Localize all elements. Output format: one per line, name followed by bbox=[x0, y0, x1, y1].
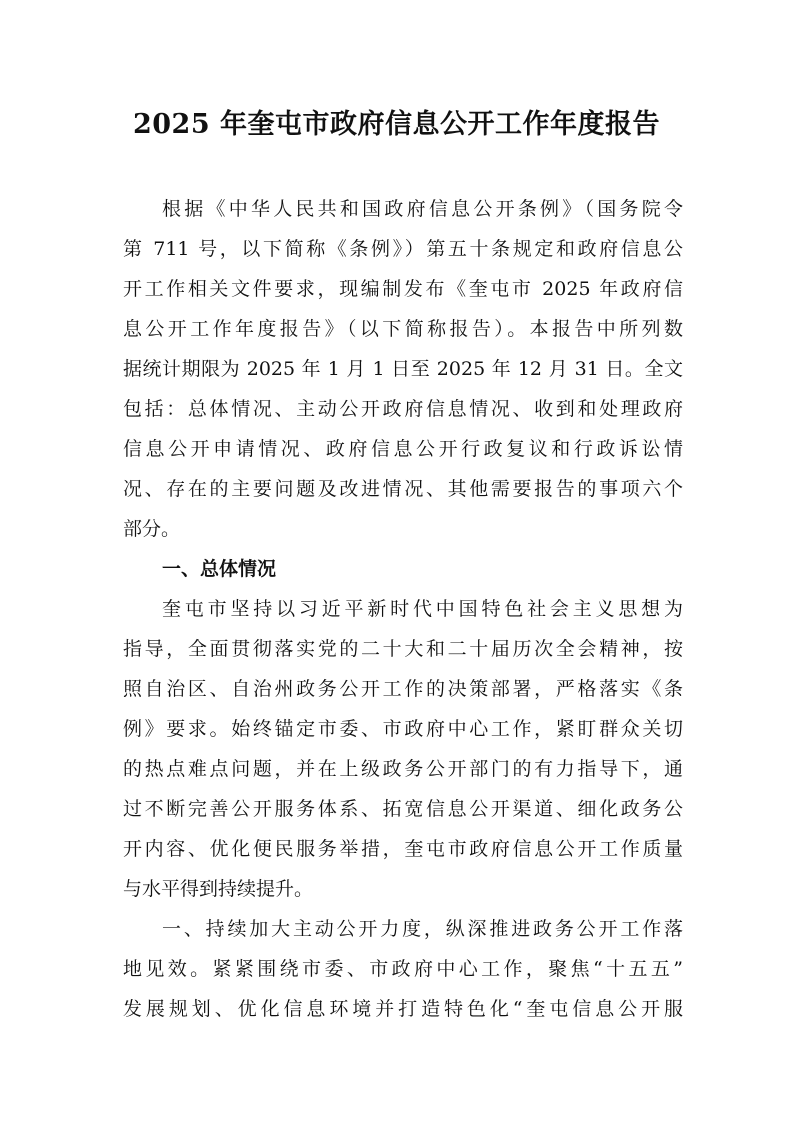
subsection-line: 一、持续加大主动公开力度，纵深推进政务公开工作落 bbox=[162, 918, 683, 940]
intro-line: 部分。 bbox=[123, 518, 181, 540]
intro-line: 况、存在的主要问题及改进情况、其他需要报告的事项六个 bbox=[123, 478, 683, 500]
intro-line: 信息公开申请情况、政府信息公开行政复议和行政诉讼情 bbox=[123, 438, 683, 460]
section-line: 与水平得到持续提升。 bbox=[123, 878, 314, 900]
section-line: 指导，全面贯彻落实党的二十大和二十届历次全会精神，按 bbox=[123, 638, 683, 660]
intro-line: 根据《中华人民共和国政府信息公开条例》（国务院令 bbox=[162, 198, 683, 220]
section-line: 的热点难点问题，并在上级政务公开部门的有力指导下，通 bbox=[123, 758, 683, 780]
intro-line: 息公开工作年度报告》（以下简称报告）。本报告中所列数 bbox=[123, 318, 683, 340]
section-line: 奎屯市坚持以习近平新时代中国特色社会主义思想为 bbox=[162, 598, 683, 620]
document-title: 2025 年奎屯市政府信息公开工作年度报告 bbox=[132, 109, 661, 140]
section-line: 开内容、优化便民服务举措，奎屯市政府信息公开工作质量 bbox=[123, 838, 683, 860]
section-heading: 一、总体情况 bbox=[162, 558, 277, 580]
section-line: 照自治区、自治州政务公开工作的决策部署，严格落实《条 bbox=[123, 678, 683, 700]
intro-line: 第 711 号，以下简称《条例》）第五十条规定和政府信息公 bbox=[123, 238, 683, 260]
subsection-line: 地见效。紧紧围绕市委、市政府中心工作，聚焦“十五五” bbox=[123, 958, 683, 980]
intro-line: 据统计期限为 2025 年 1 月 1 日至 2025 年 12 月 31 日。全文 bbox=[123, 358, 683, 380]
intro-line: 包括：总体情况、主动公开政府信息情况、收到和处理政府 bbox=[123, 398, 683, 420]
intro-line: 开工作相关文件要求，现编制发布《奎屯市 2025 年政府信 bbox=[123, 278, 683, 300]
section-line: 过不断完善公开服务体系、拓宽信息公开渠道、细化政务公 bbox=[123, 798, 683, 820]
subsection-line: 发展规划、优化信息环境并打造特色化“奎屯信息公开服 bbox=[123, 998, 683, 1020]
section-line: 例》要求。始终锚定市委、市政府中心工作，紧盯群众关切 bbox=[123, 718, 683, 740]
